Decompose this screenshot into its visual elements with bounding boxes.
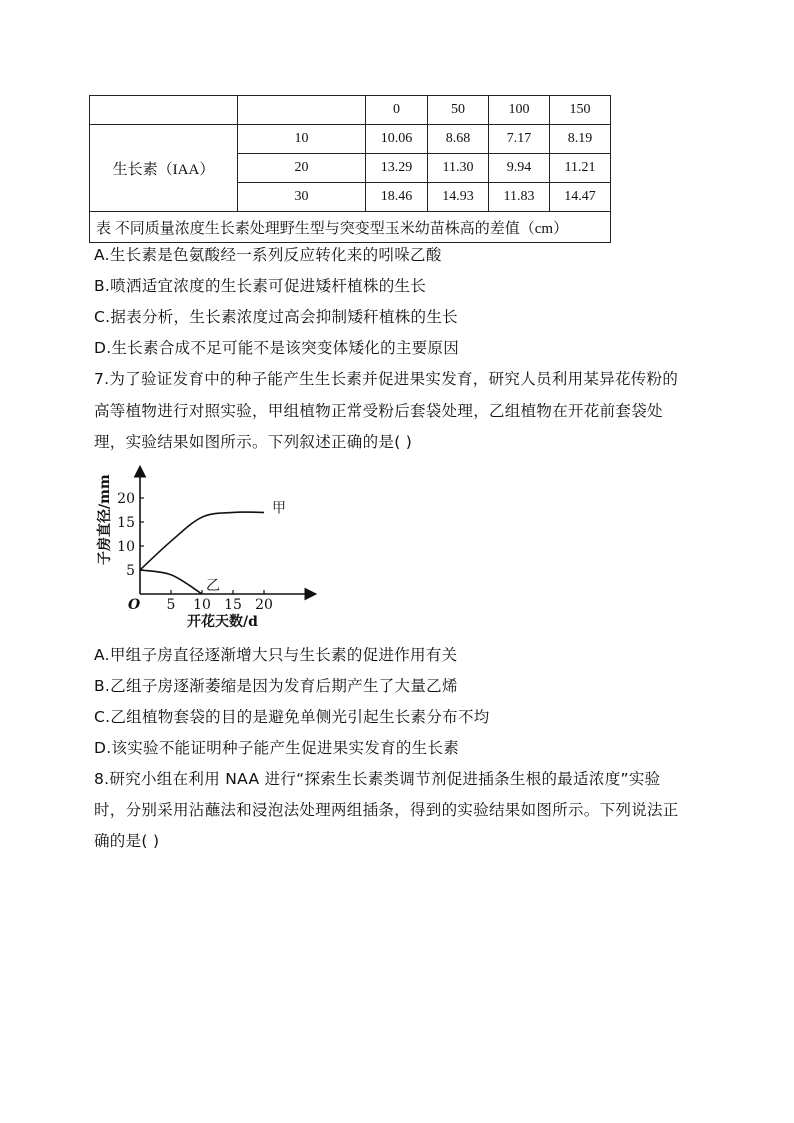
table-cell: 8.19 <box>550 125 611 154</box>
table-cell: 10 <box>238 125 366 154</box>
q7-option-c: C.乙组植物套袋的目的是避免单侧光引起生长素分布不均 <box>94 708 490 726</box>
q6-option-c: C.据表分析，生长素浓度过高会抑制矮秆植株的生长 <box>94 308 458 326</box>
table-cell: 0 <box>366 96 428 125</box>
series-jia-line <box>140 512 264 570</box>
table-caption: 表 不同质量浓度生长素处理野生型与突变型玉米幼苗株高的差值（cm） <box>90 212 611 243</box>
x-tick-label: 20 <box>255 597 273 613</box>
table-header-row <box>90 96 611 125</box>
y-tick-label: 15 <box>117 515 135 531</box>
y-tick-label: 20 <box>117 491 135 507</box>
q7-stem-line: 高等植物进行对照实验，甲组植物正常受粉后套袋处理，乙组植物在开花前套袋处 <box>94 402 663 420</box>
table-cell: 11.83 <box>489 183 550 212</box>
table-cell: 100 <box>489 96 550 125</box>
x-tick-label: 10 <box>193 597 211 613</box>
q7-option-d: D.该实验不能证明种子能产生促进果实发育的生长素 <box>94 739 460 757</box>
table-cell: 10.06 <box>366 125 428 154</box>
origin-label: O <box>128 597 141 613</box>
table-cell: 9.94 <box>489 154 550 183</box>
y-tick-label: 10 <box>117 539 135 555</box>
q7-option-a: A.甲组子房直径逐渐增大只与生长素的促进作用有关 <box>94 646 458 664</box>
table-cell: 30 <box>238 183 366 212</box>
q6-option-d: D.生长素合成不足可能不是该突变体矮化的主要原因 <box>94 339 460 357</box>
table-caption-row <box>90 212 611 243</box>
table-cell <box>238 96 366 125</box>
q7-stem-line: 理，实验结果如图所示。下列叙述正确的是( ) <box>94 433 413 451</box>
q6-option-b: B.喷洒适宜浓度的生长素可促进矮杆植株的生长 <box>94 277 427 295</box>
table-cell: 13.29 <box>366 154 428 183</box>
table-row-label: 生长素（IAA） <box>90 125 238 212</box>
series-jia-label: 甲 <box>272 500 286 517</box>
table-cell: 50 <box>428 96 489 125</box>
y-tick-label: 5 <box>126 563 135 579</box>
table-cell: 7.17 <box>489 125 550 154</box>
q8-stem-line: 8.研究小组在利用 NAA 进行“探索生长素类调节剂促进插条生根的最适浓度”实验 <box>94 770 661 788</box>
table-row <box>90 125 611 154</box>
table-cell: 150 <box>550 96 611 125</box>
table-cell: 8.68 <box>428 125 489 154</box>
q7-stem-line: 7.为了验证发育中的种子能产生生长素并促进果实发育，研究人员利用某异花传粉的 <box>94 370 679 388</box>
x-axis-label: 开花天数/d <box>187 614 258 630</box>
y-axis-label: 子房直径/mm <box>97 474 113 565</box>
x-tick-label: 15 <box>224 597 242 613</box>
iaa-height-table <box>89 95 611 243</box>
series-yi-label: 乙 <box>206 578 220 594</box>
q8-stem-line: 时，分别采用沾蘸法和浸泡法处理两组插条，得到的实验结果如图所示。下列说法正 <box>94 801 679 819</box>
table-cell: 18.46 <box>366 183 428 212</box>
table-cell <box>90 96 238 125</box>
table-cell: 11.30 <box>428 154 489 183</box>
q8-stem-line: 确的是( ) <box>94 832 160 850</box>
table-cell: 20 <box>238 154 366 183</box>
x-tick-label: 5 <box>166 597 176 613</box>
ovary-diameter-chart <box>92 458 324 636</box>
q6-option-a: A.生长素是色氨酸经一系列反应转化来的吲哚乙酸 <box>94 246 442 264</box>
table-cell: 11.21 <box>550 154 611 183</box>
table-cell: 14.47 <box>550 183 611 212</box>
table-cell: 14.93 <box>428 183 489 212</box>
q7-option-b: B.乙组子房逐渐萎缩是因为发育后期产生了大量乙烯 <box>94 677 458 695</box>
